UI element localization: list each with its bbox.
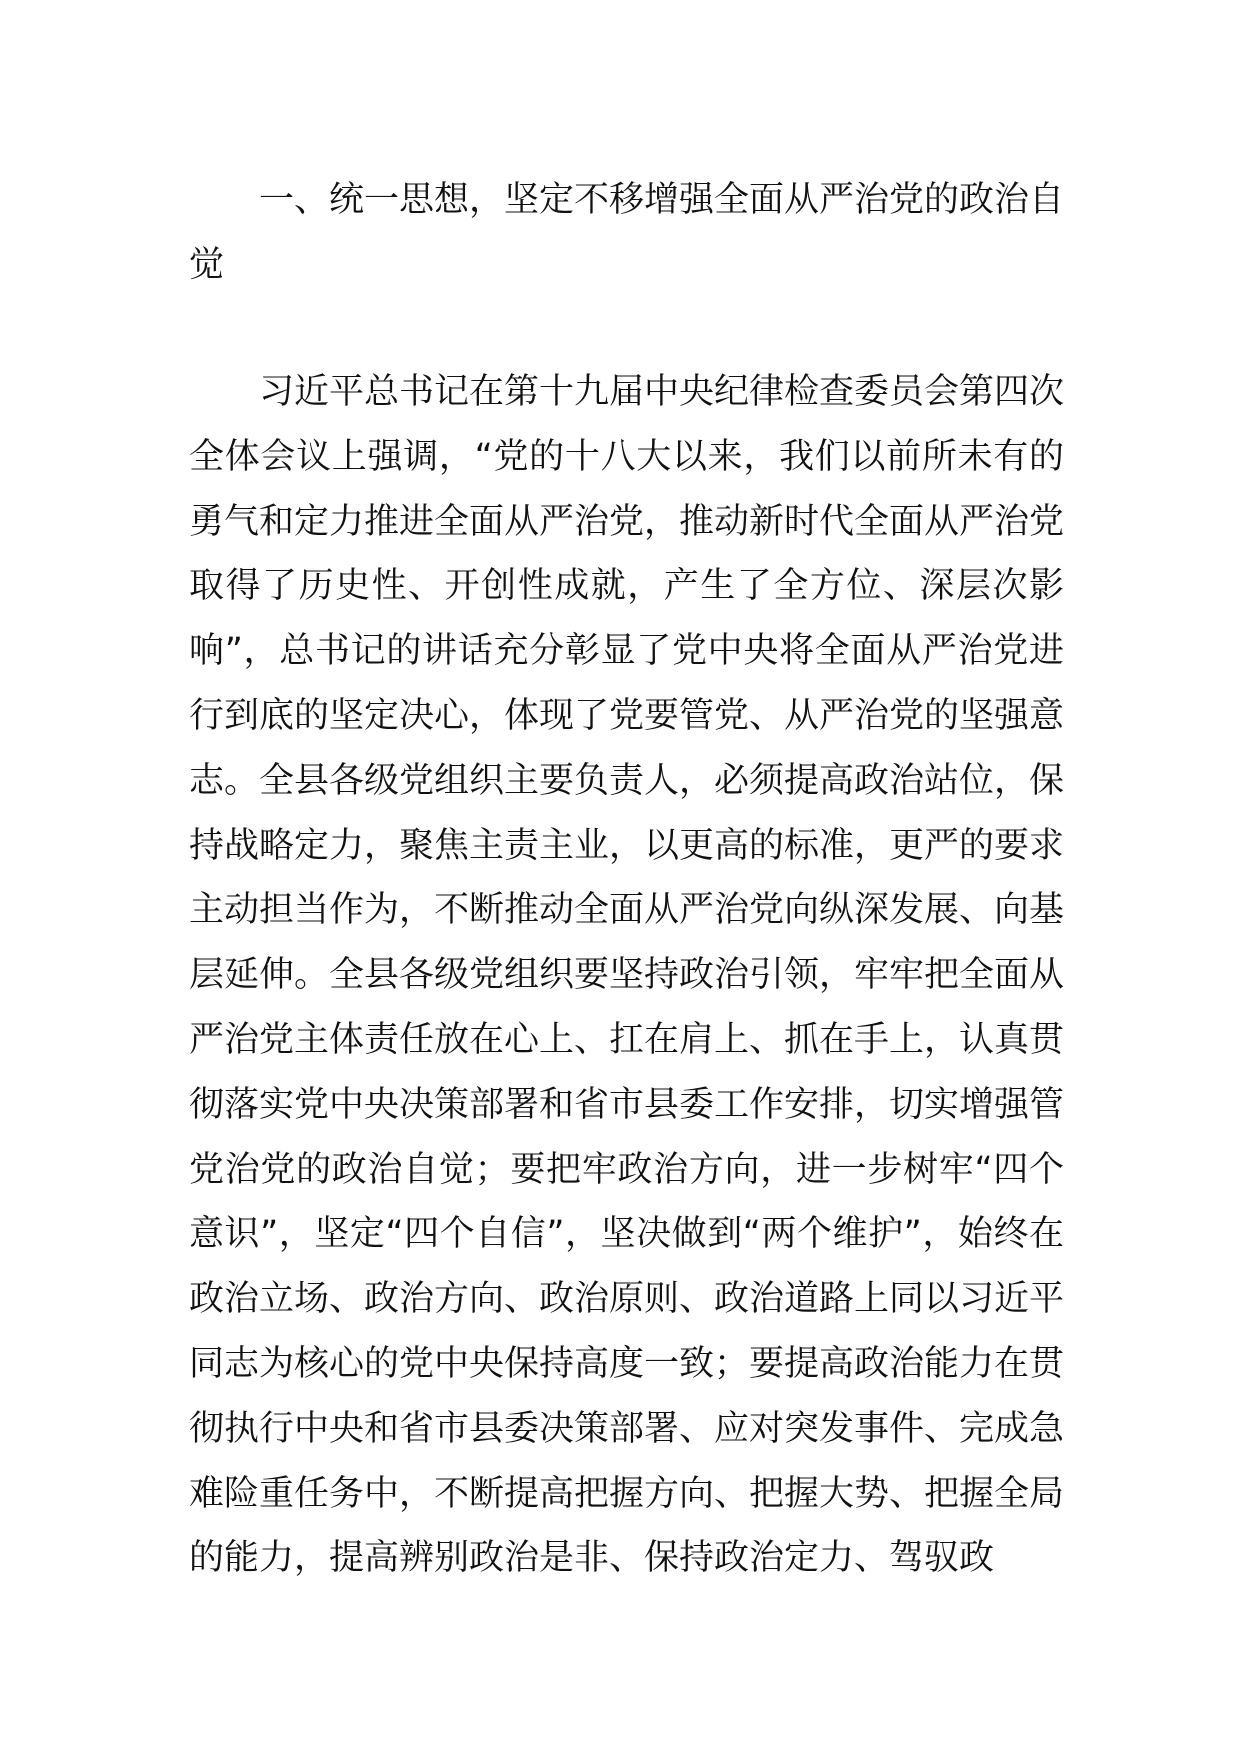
body-paragraph: 习近平总书记在第十九届中央纪律检查委员会第四次全体会议上强调，“党的十八大以来，我们以前所未有的勇气和定力推进全面从严治党，推动新时代全面从严治党取得了历史性、开创性成就，产生了全方位、深层次影响”，总书记的讲话充分彰显了党中央将全面从严治党进行到底的坚定决心，体现了党要管党、从严治党的坚强意志。全县各级党组织主要负责人，必须提高政治站位，保持战略定力，聚焦主责主业，以更高的标准，更严的要求主动担当作为，不断推动全面从严治党向纵深发展、向基层延伸。全县各级党组织要坚持政治引领，牢牢把全面从严治党主体责任放在心上、扛在肩上、抓在手上，认真贯彻落实党中央决策部署和省市县委工作安排，切实增强管党治党的政治自觉；要把牢政治方向，进一步树牢“四个意识”，坚定“四个自信”，坚决做到“两个维护”，始终在政治立场、政治方向、政治原则、政治道路上同以习近平同志为核心的党中央保持高度一致；要提高政治能力在贯彻执行中央和省市县委决策部署、应对突发事件、完成急难险重任务中，不断提高把握方向、把握大势、把握全局的能力，提高辨别政治是非、保持政治定力、驾驭政: [189, 372, 1065, 1579]
section-heading: 一、统一思想，坚定不移增强全面从严治党的政治自觉: [189, 180, 1065, 285]
